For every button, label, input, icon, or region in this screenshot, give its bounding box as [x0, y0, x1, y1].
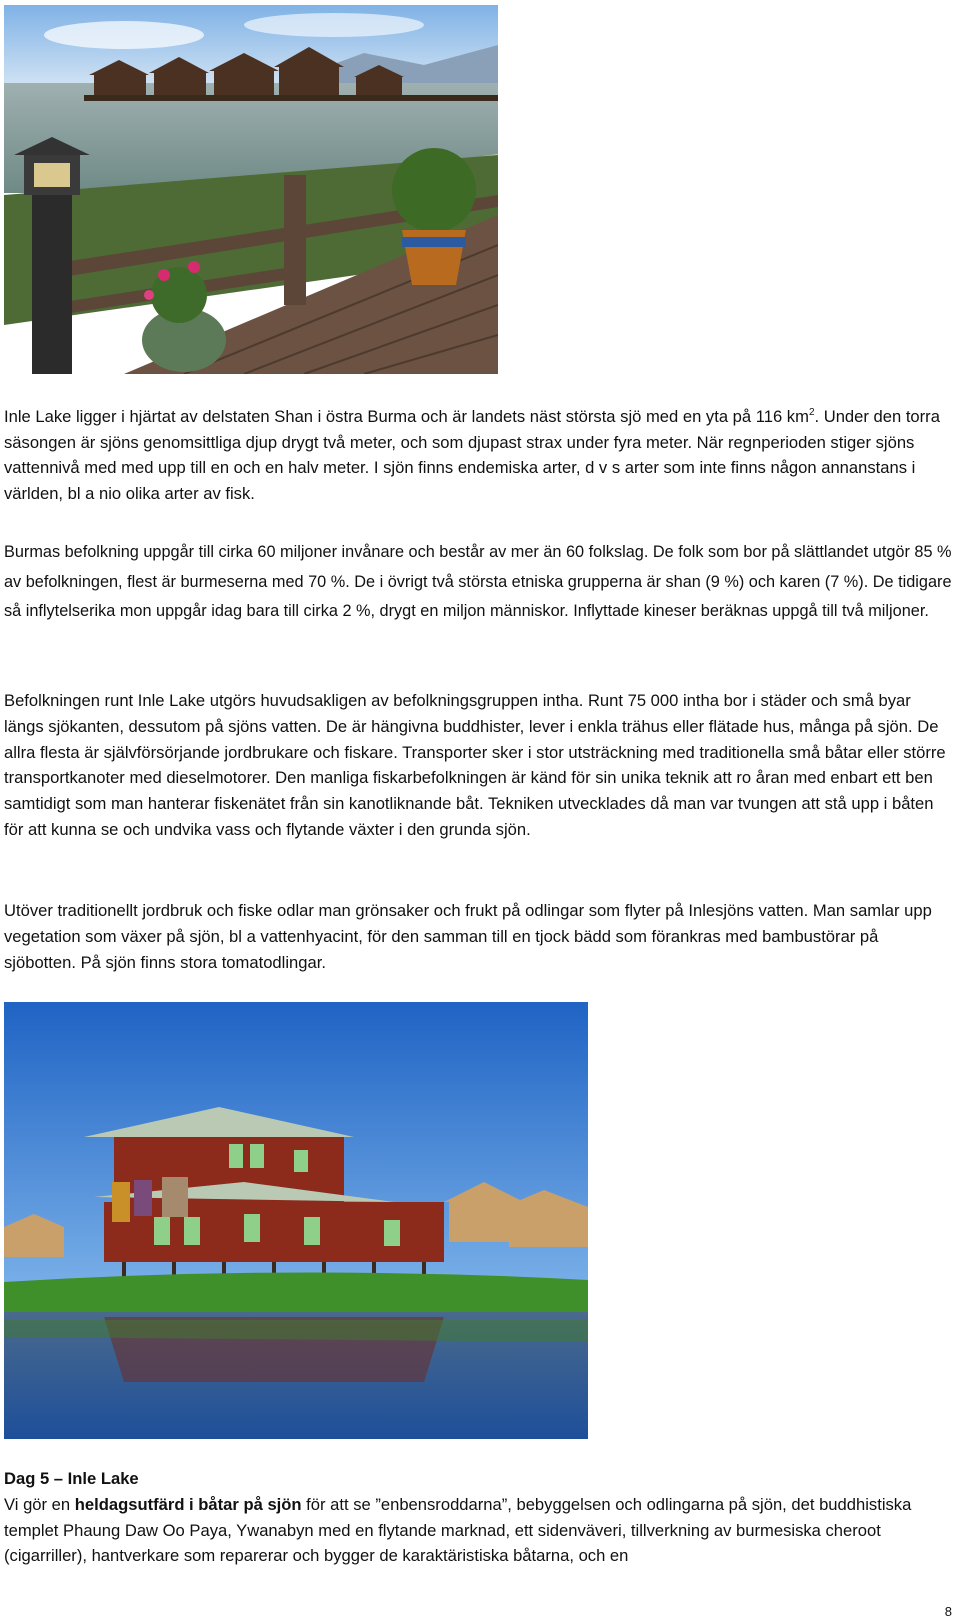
- farming-paragraph: Utöver traditionellt jordbruk och fiske odlar man grönsaker och frukt på odlingar som flyter på Inlesjöns vatten. Man samlar upp vegetation som växer på sjön, bl a vattenhyacint, för den samman till en tjock bädd som förankras med bambustörar på sjöbotten. På sjön finns stora tomatodlingar.: [4, 901, 932, 972]
- photo-lake-resort-deck: [4, 5, 498, 374]
- population-paragraph: Burmas befolkning uppgår till cirka 60 miljoner invånare och består av mer än 60 folkslag. De folk som bor på slättlandet utgör 85 % av befolkningen, flest är burmeserna med 70 %. De i övrigt två största etniska grupperna är shan (9 %) och karen (7 %). De tidigare så inflytelserika mon uppgår idag bara till cirka 2 %, drygt en miljon människor. Inflyttade kineser beräknas uppgå till två miljoner.: [4, 543, 952, 620]
- intro-text-start: Inle Lake ligger i hjärtat av delstaten Shan i östra Burma och är landets näst största sjö med en yta på 116 km: [4, 407, 809, 426]
- photo-stilt-houses: [4, 1002, 588, 1439]
- superscript-2: 2: [808, 407, 815, 418]
- page-number: 8: [944, 1604, 952, 1619]
- intha-paragraph: Befolkningen runt Inle Lake utgörs huvudsakligen av befolkningsgruppen intha. Runt 75 000 intha bor i städer och små byar längs sjökanten, dessutom på sjöns vatten. De är hängivna buddhister, lever i enkla trähus eller flätade hus, många på sjön. De allra flesta är självförsörjande jordbrukare och fiskare. Transporter sker i stor utsträckning med traditionella små båtar eller större transportkanoter med dieselmotorer. Den manliga fiskarbefolkningen är känd för sin unika teknik att ro åran med enbart ett ben samtidigt som man hanterar fiskenätet från sin kanotliknande båt. Tekniken utvecklades då man var tvungen att stå upp i båten för att kunna se och undvika vass och flytande växter i den grunda sjön.: [4, 691, 946, 839]
- intro-text-end: . Under den torra säsongen är sjöns genomsittliga djup drygt två meter, och som djupast strax under fyra meter. När regnperioden stiger sjöns vattennivå med med upp till en och en halv meter. I sjön finns endemiska arter, d v s arter som inte finns någon annanstans i världen, bl a nio olika arter av fisk.: [4, 407, 940, 503]
- intro-paragraph: [4, 404, 954, 506]
- day-text-start: Vi gör en: [4, 1494, 75, 1514]
- day-heading: Dag 5 – Inle Lake: [4, 1469, 139, 1488]
- day-text-bold: heldagsutfärd i båtar på sjön: [74, 1494, 302, 1514]
- day-section: [4, 1466, 954, 1569]
- day-text-end: för att se ”enbensroddarna”, bebyggelsen och odlingarna på sjön, det buddhistiska templet Phaung Daw Oo Paya, Ywanabyn med en flytande marknad, ett sidenväveri, tillverkning av burmesiska cheroot (cigarriller), hantverkare som reparerar och bygger de karaktäristiska båtarna, och en: [4, 1494, 912, 1566]
